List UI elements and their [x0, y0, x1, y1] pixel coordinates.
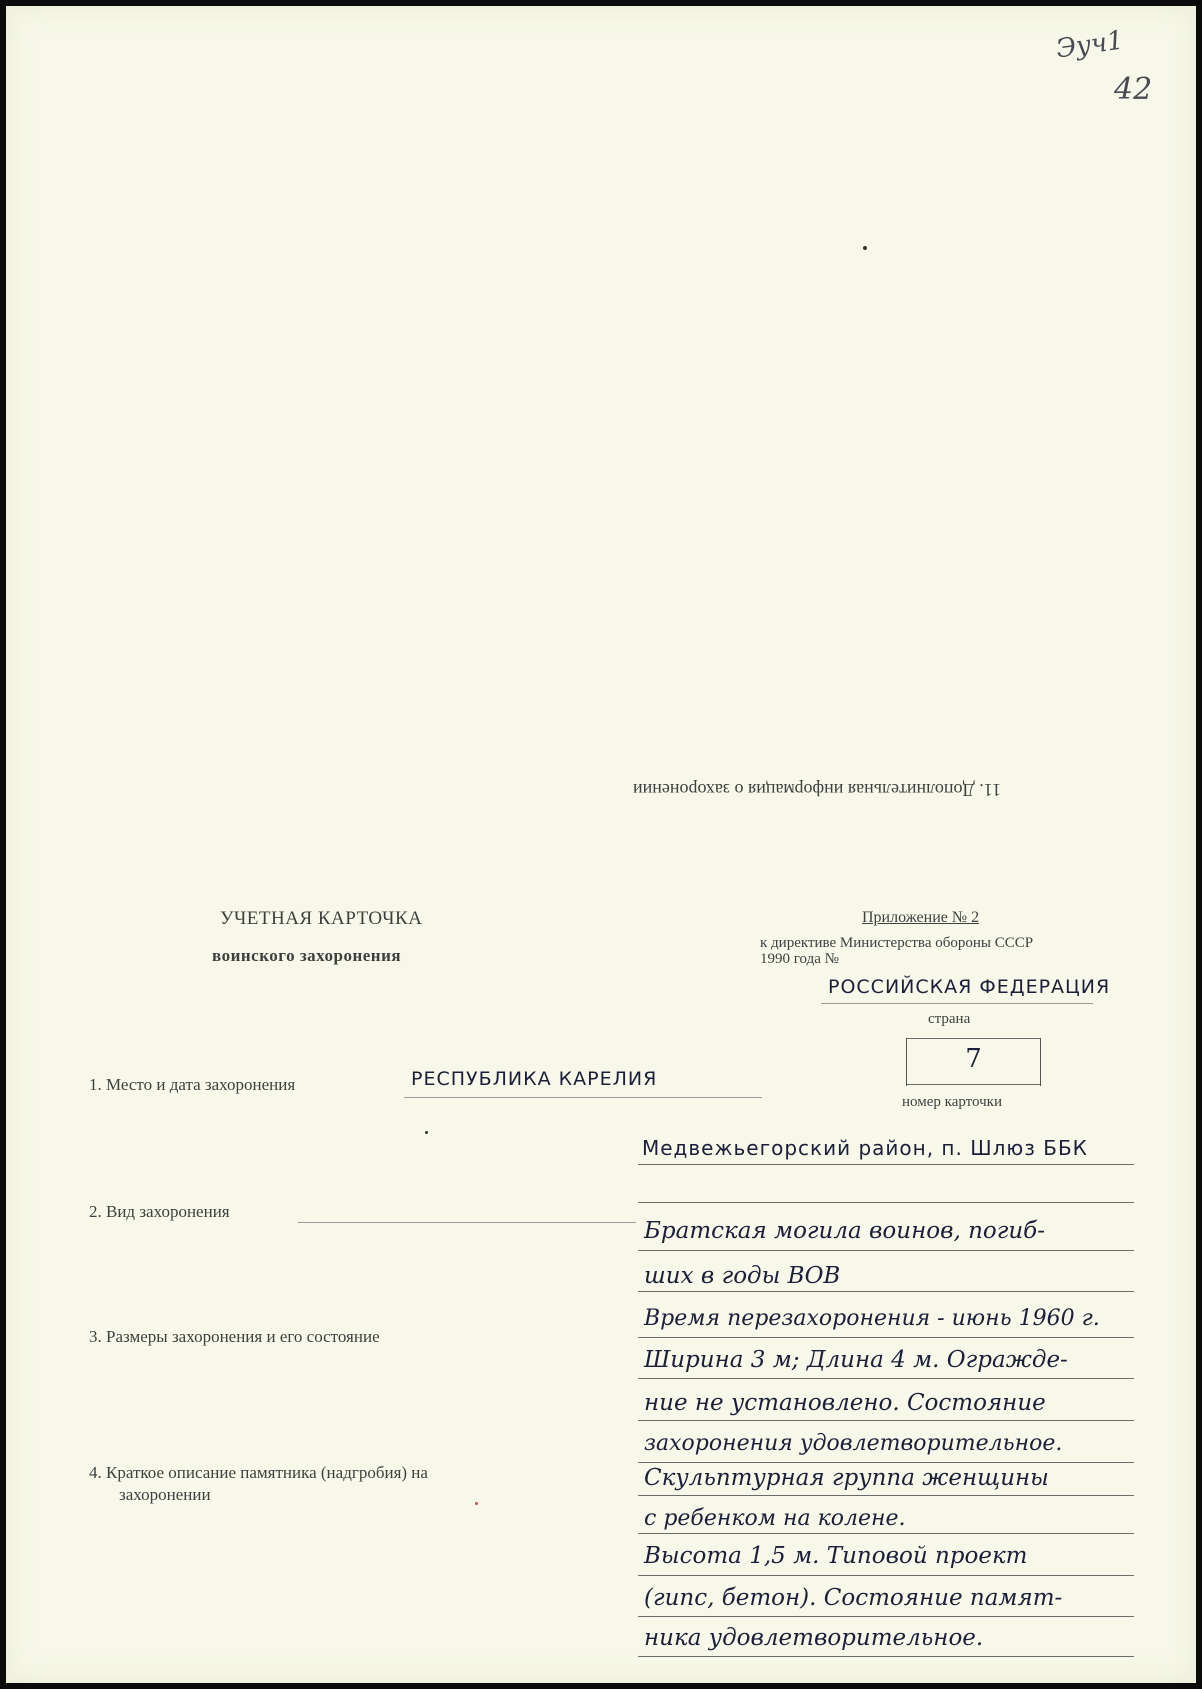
monument-underline-5 — [638, 1656, 1134, 1657]
country-underline — [821, 1003, 1093, 1004]
size-value-1: Время перезахоронения - июнь 1960 г. — [644, 1306, 1100, 1331]
monument-value-5: ника удовлетворительное. — [644, 1625, 984, 1651]
type-underline — [298, 1222, 636, 1223]
monument-value-3: Высота 1,5 м. Типовой проект — [644, 1543, 1028, 1569]
size-underline-1 — [638, 1337, 1134, 1338]
section-11-heading: 11. Дополнительная информация о захоронении — [633, 780, 1002, 800]
place-underline — [404, 1097, 762, 1098]
type-underline-1 — [638, 1250, 1134, 1251]
card-number-box — [906, 1038, 1041, 1086]
card-number-label: номер карточки — [902, 1094, 1002, 1110]
type-underline-2 — [638, 1291, 1134, 1292]
monument-underline-1 — [638, 1495, 1134, 1496]
size-underline-3 — [638, 1420, 1134, 1421]
card-subtitle: воинского захоронения — [212, 946, 402, 965]
type-label: 2. Вид захоронения — [89, 1202, 230, 1221]
document-sheet — [6, 6, 1196, 1683]
size-value-3: ние не установлено. Состояние — [644, 1390, 1046, 1416]
monument-underline-2 — [638, 1533, 1134, 1534]
ink-dot — [425, 1131, 428, 1134]
card-title: УЧЕТНАЯ КАРТОЧКА — [220, 908, 423, 929]
size-underline-4 — [638, 1462, 1134, 1463]
size-underline-2 — [638, 1378, 1134, 1379]
place-label: 1. Место и дата захоронения — [89, 1075, 296, 1094]
monument-underline-4 — [638, 1616, 1134, 1617]
appendix-year: 1990 года № — [760, 951, 839, 967]
type-value-1: Братская могила воинов, погиб- — [644, 1218, 1045, 1244]
place-value-1: РЕСПУБЛИКА КАРЕЛИЯ — [411, 1068, 658, 1090]
monument-label-1: 4. Краткое описание памятника (надгробия) на — [89, 1463, 428, 1482]
appendix-label: Приложение № 2 — [862, 909, 980, 926]
monument-value-2: с ребенком на колене. — [644, 1506, 906, 1531]
archive-mark: Эуч1 — [1054, 25, 1126, 65]
type-underline-top — [638, 1202, 1134, 1203]
type-value-2: ших в годы ВОВ — [644, 1263, 841, 1289]
size-label: 3. Размеры захоронения и его состояние — [89, 1327, 380, 1346]
archive-page-number: 42 — [1114, 72, 1153, 107]
appendix-directive: к директиве Министерства обороны СССР — [760, 935, 1034, 951]
monument-label-2: захоронении — [119, 1485, 211, 1504]
monument-value-1: Скульптурная группа женщины — [644, 1465, 1049, 1491]
monument-value-4: (гипс, бетон). Состояние памят- — [644, 1585, 1063, 1611]
country-label: страна — [928, 1011, 971, 1027]
size-value-2: Ширина 3 м; Длина 4 м. Огражде- — [644, 1347, 1068, 1373]
country-value: РОССИЙСКАЯ ФЕДЕРАЦИЯ — [828, 976, 1111, 998]
monument-underline-3 — [638, 1575, 1134, 1576]
place-value-2: Медвежьегорский район, п. Шлюз ББК — [642, 1136, 1088, 1160]
size-value-4: захоронения удовлетворительное. — [644, 1431, 1063, 1456]
card-number-value: 7 — [965, 1044, 982, 1074]
ink-dot — [475, 1502, 478, 1505]
place-underline-2 — [638, 1164, 1134, 1165]
ink-dot — [863, 246, 867, 250]
